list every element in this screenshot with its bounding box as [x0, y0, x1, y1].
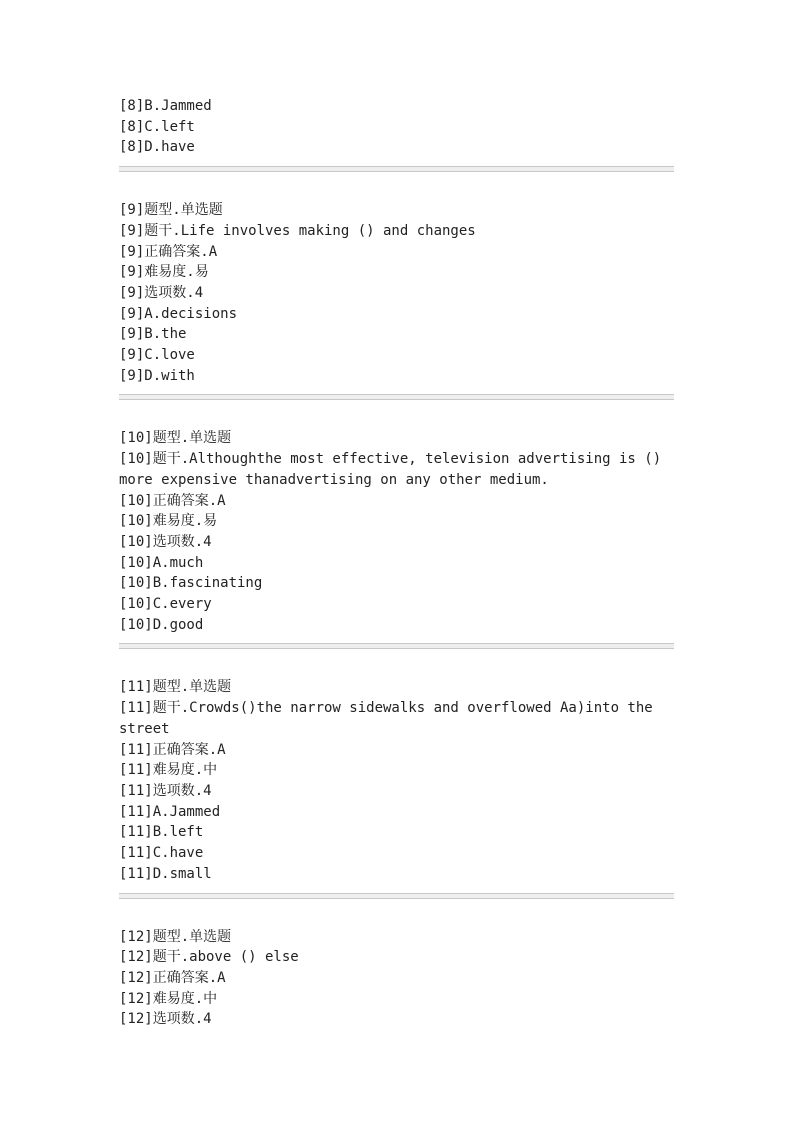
question-type: [12]题型.单选题 — [119, 928, 232, 945]
option-a: [9]A.decisions — [119, 305, 238, 322]
question-type: [10]题型.单选题 — [119, 430, 232, 447]
option-c: [10]C.every — [119, 596, 212, 613]
question-block-11 — [119, 677, 674, 884]
option-d: [11]D.small — [119, 865, 212, 882]
difficulty: [9]难易度.易 — [119, 264, 209, 281]
correct-answer: [11]正确答案.A — [119, 741, 226, 758]
option-c: [8]C.left — [119, 118, 195, 135]
option-count: [12]选项数.4 — [119, 1011, 212, 1028]
option-a: [10]A.much — [119, 554, 204, 571]
question-block-8 — [119, 96, 674, 158]
divider — [119, 166, 674, 172]
correct-answer: [10]正确答案.A — [119, 492, 226, 509]
question-stem: [11]题干.Crowds()the narrow sidewalks and overflowed Aa)into the street — [119, 700, 662, 737]
option-a: [11]A.Jammed — [119, 803, 221, 820]
option-b: [11]B.left — [119, 824, 204, 841]
divider — [119, 643, 674, 649]
option-count: [10]选项数.4 — [119, 533, 212, 550]
option-c: [11]C.have — [119, 845, 204, 862]
option-b: [10]B.fascinating — [119, 575, 263, 592]
question-block-12 — [119, 927, 674, 1031]
question-block-10 — [119, 428, 674, 635]
option-d: [8]D.have — [119, 139, 195, 156]
question-type: [11]题型.单选题 — [119, 679, 232, 696]
difficulty: [10]难易度.易 — [119, 513, 218, 530]
difficulty: [12]难易度.中 — [119, 990, 218, 1007]
option-c: [9]C.love — [119, 347, 195, 364]
question-block-9 — [119, 200, 674, 386]
divider — [119, 893, 674, 899]
divider — [119, 394, 674, 400]
difficulty: [11]难易度.中 — [119, 762, 218, 779]
question-stem: [9]题干.Life involves making () and changes — [119, 222, 476, 239]
question-type: [9]题型.单选题 — [119, 202, 223, 219]
correct-answer: [9]正确答案.A — [119, 243, 218, 260]
correct-answer: [12]正确答案.A — [119, 969, 226, 986]
document-page — [119, 96, 674, 1030]
option-count: [9]选项数.4 — [119, 284, 204, 301]
option-count: [11]选项数.4 — [119, 782, 212, 799]
option-d: [9]D.with — [119, 367, 195, 384]
option-b: [9]B.the — [119, 326, 187, 343]
option-d: [10]D.good — [119, 616, 204, 633]
question-stem: [10]题干.Althoughthe most effective, television advertising is () more expensive thanadvertising on any other medium. — [119, 451, 670, 488]
option-b: [8]B.Jammed — [119, 98, 212, 114]
question-stem: [12]题干.above () else — [119, 949, 299, 966]
